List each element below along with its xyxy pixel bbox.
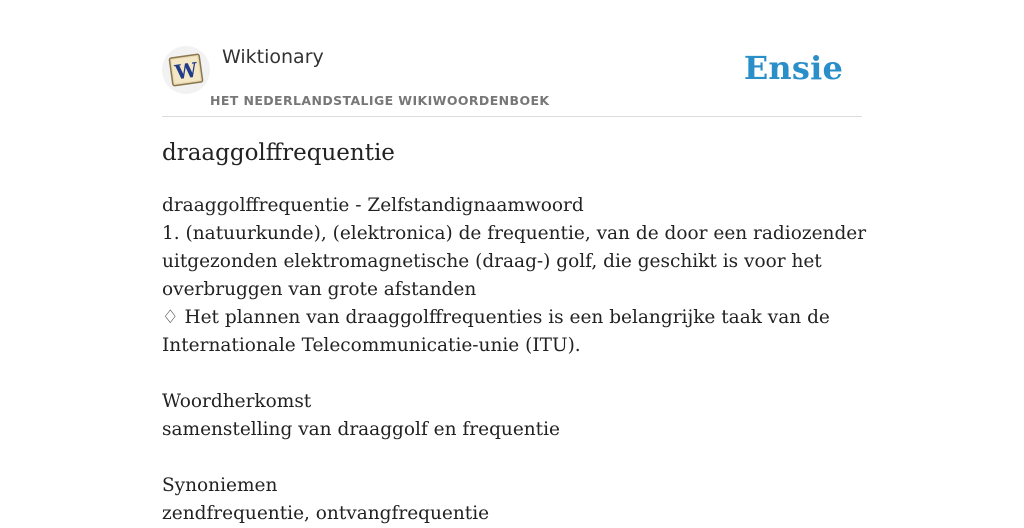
synonyms-heading: Synoniemen (162, 475, 278, 496)
site-header (162, 0, 862, 117)
definition-line: 1. (natuurkunde), (elektronica) de frequentie, van de door een radiozender (162, 223, 867, 244)
ensie-brand-logo[interactable]: Ensie (743, 49, 843, 87)
entry-content (162, 192, 867, 528)
entry-heading: draaggolffrequentie - Zelfstandignaamwoord (162, 195, 584, 216)
etymology-text: samenstelling van draaggolf en frequentie (162, 419, 560, 440)
etymology-heading: Woordherkomst (162, 391, 312, 412)
example-line: ♢ Het plannen van draaggolffrequenties is een belangrijke taak van de (162, 307, 830, 328)
spacer (162, 360, 862, 388)
site-tagline: HET NEDERLANDSTALIGE WIKIWOORDENBOEK (210, 93, 550, 108)
example-line: Internationale Telecommunicatie-unie (ITU). (162, 335, 581, 356)
site-name[interactable]: Wiktionary (222, 46, 324, 68)
synonyms-text: zendfrequentie, ontvangfrequentie (162, 503, 490, 524)
definition-line: uitgezonden elektromagnetische (draag-) golf, die geschikt is voor het (162, 251, 822, 272)
page (162, 0, 867, 524)
wiktionary-logo-icon[interactable] (162, 46, 210, 94)
spacer (162, 444, 862, 472)
definition-line: overbruggen van grote afstanden (162, 279, 477, 300)
logo-letter: W (173, 57, 199, 85)
page-title: draaggolffrequentie (162, 140, 395, 166)
